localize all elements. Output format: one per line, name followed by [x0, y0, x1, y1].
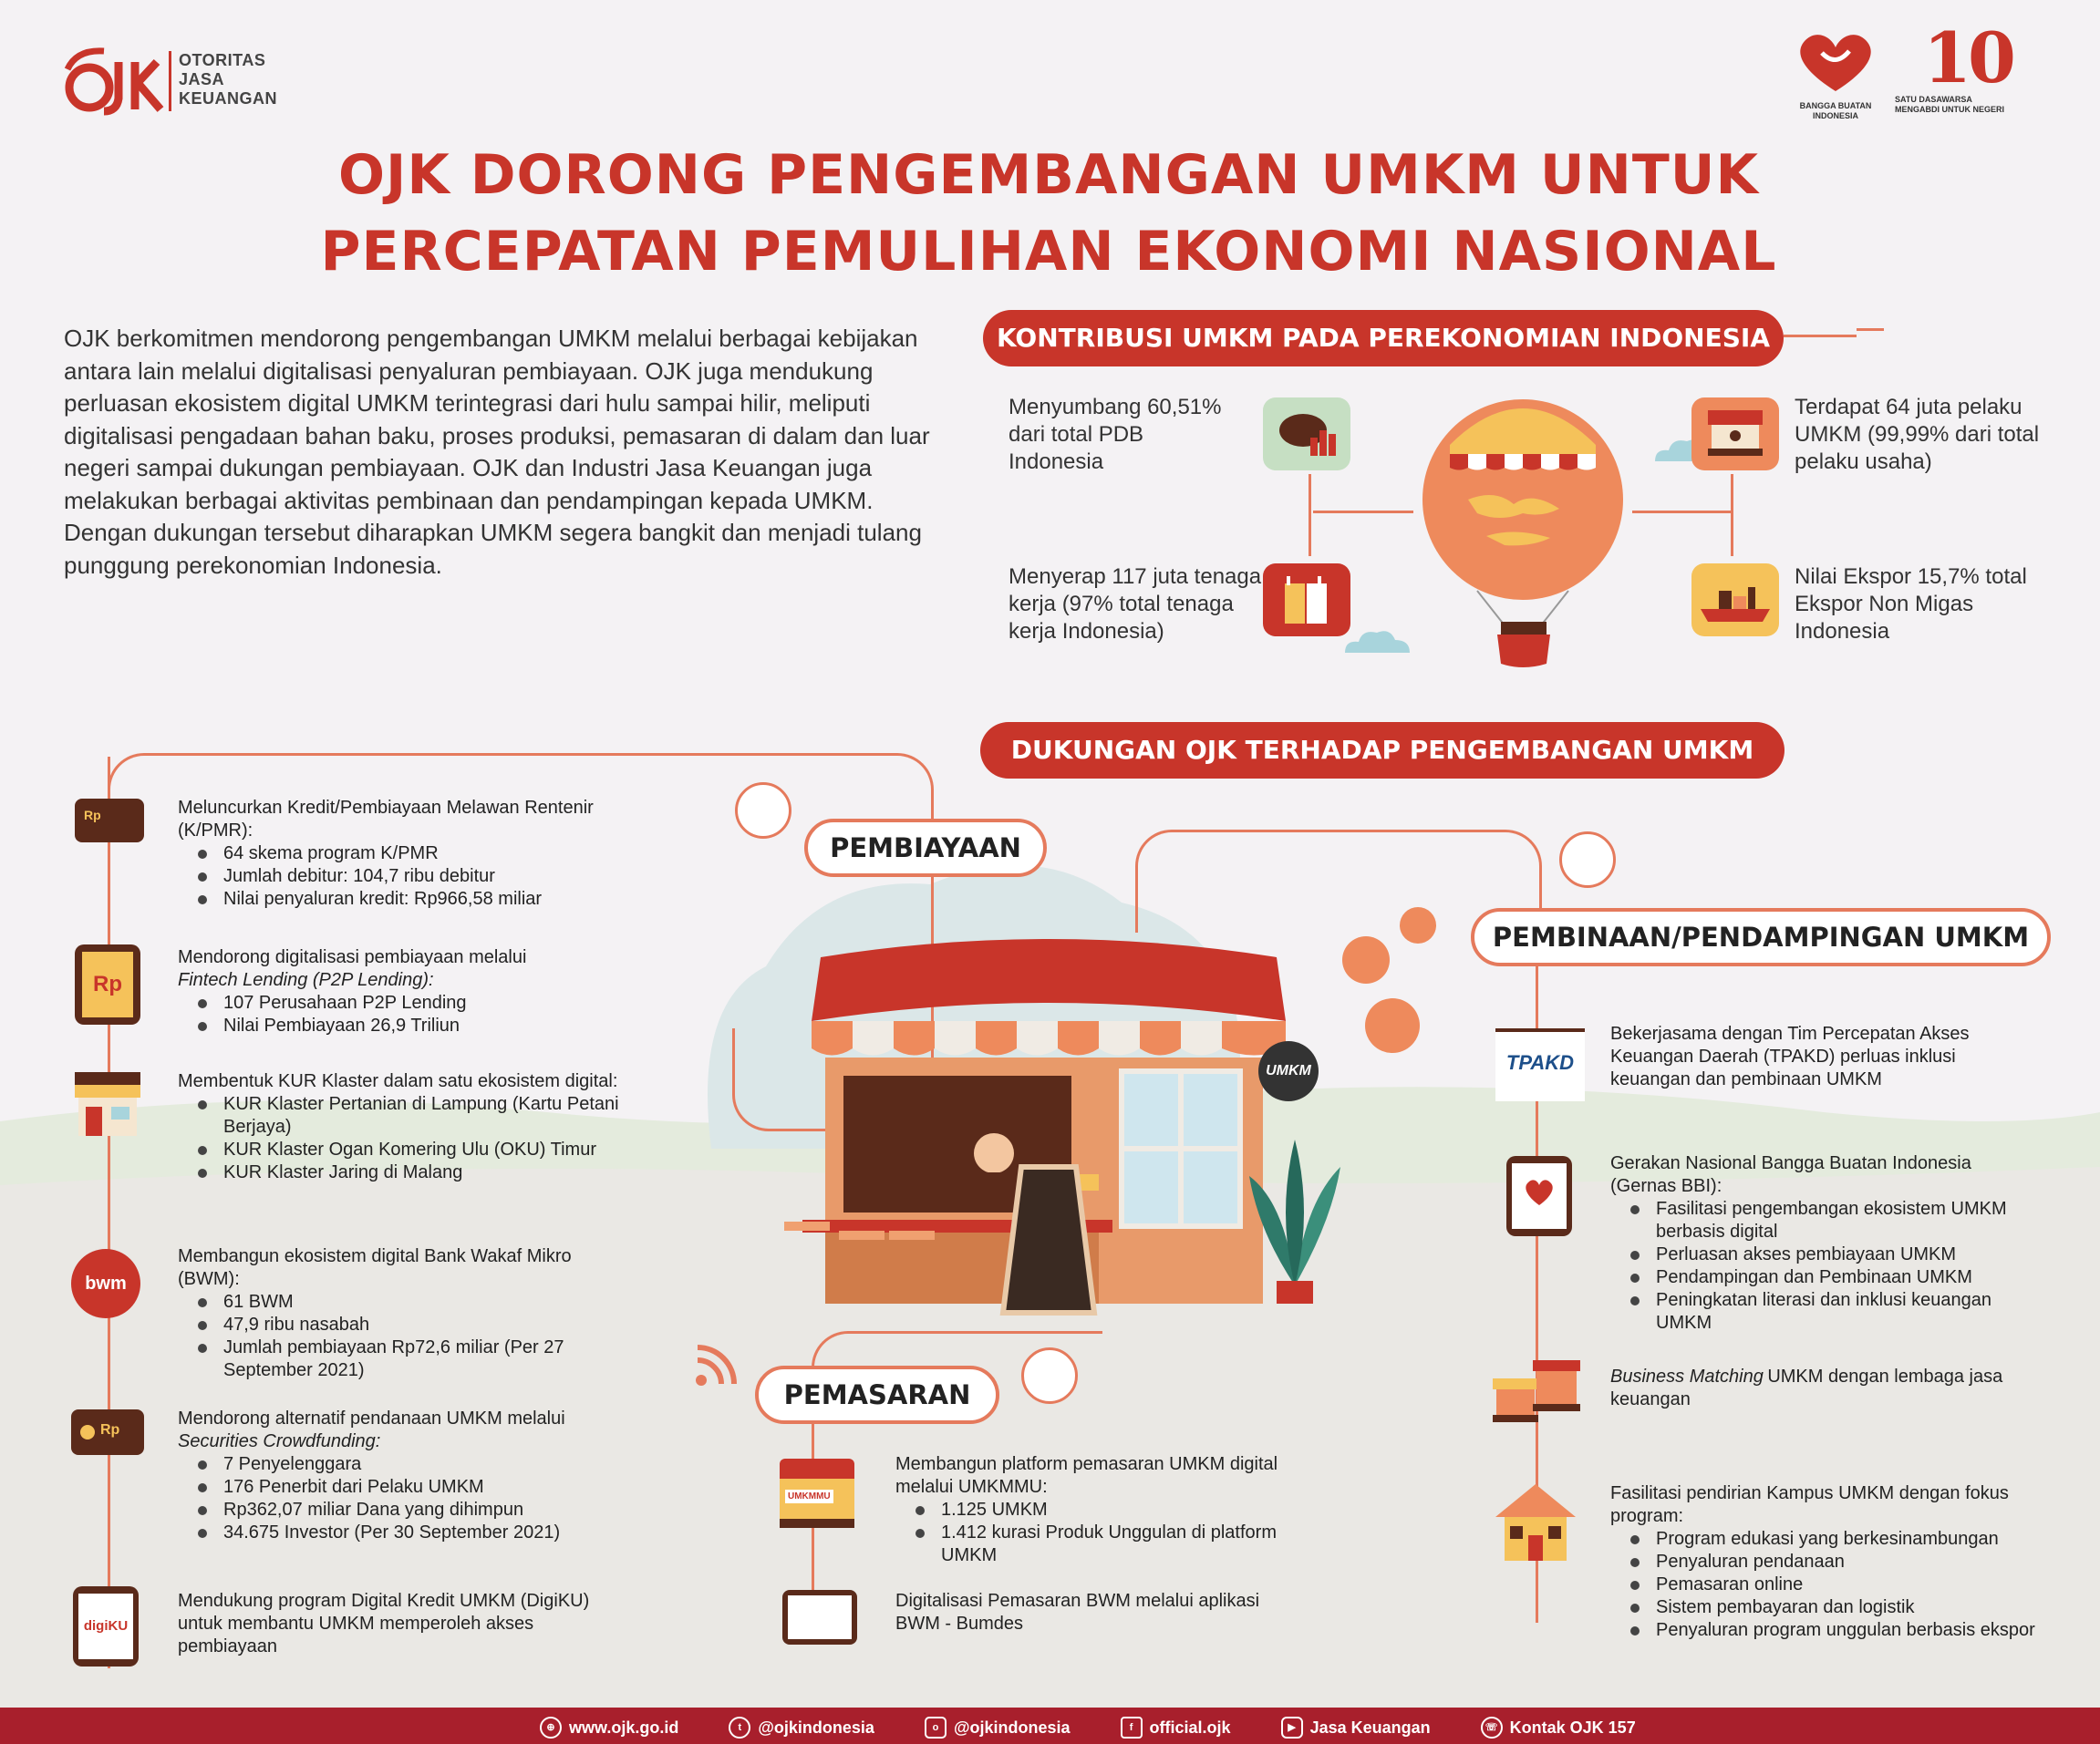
list-item: Penyaluran pendanaan	[1656, 1551, 2039, 1574]
bwm-bumdes-app-icon	[782, 1590, 857, 1645]
title-line-2: PERCEPATAN PEMULIHAN EKONOMI NASIONAL	[320, 220, 1777, 284]
gernas-bbi-tablet-icon	[1506, 1156, 1572, 1236]
kpmr-icon	[75, 799, 144, 842]
bbi-badge-text: BANGGA BUATAN INDONESIA	[1799, 101, 1872, 120]
pembiayaan-item-5	[178, 1408, 606, 1544]
umkm-sign: UMKM	[1258, 1041, 1319, 1101]
digiku-tablet-icon	[73, 1586, 139, 1667]
pembiayaan-item-2	[178, 946, 606, 1037]
pemasaran-item-1	[895, 1453, 1324, 1567]
like-icon	[1342, 936, 1390, 984]
pembiayaan-item-6	[178, 1590, 616, 1658]
pembinaan-item-2	[1610, 1152, 2039, 1335]
kontribusi-heading: KONTRIBUSI UMKM PADA PEREKONOMIAN INDONESIA	[983, 310, 1784, 366]
footer-twitter-text: @ojkindonesia	[758, 1718, 874, 1737]
business-matching-stalls-icon	[1491, 1357, 1582, 1429]
umkm-store-illustration	[784, 930, 1313, 1322]
item-title: Membangun ekosistem digital Bank Wakaf Mikro (BWM):	[178, 1246, 572, 1289]
pembinaan-label: PEMBINAAN/PENDAMPINGAN UMKM	[1471, 908, 2051, 966]
footer-youtube-text: Jasa Keuangan	[1309, 1718, 1431, 1737]
item-title: UMKM dengan lembaga jasa keuangan	[1610, 1367, 2003, 1409]
ship-icon	[1691, 563, 1779, 636]
pembinaan-item-1	[1610, 1023, 2039, 1091]
logo-text	[179, 51, 277, 108]
footer-youtube[interactable]	[1281, 1717, 1431, 1739]
list-item: KUR Klaster Ogan Komering Ulu (OKU) Timur	[223, 1139, 634, 1161]
location-icon	[1400, 907, 1436, 944]
dukungan-heading: DUKUNGAN OJK TERHADAP PENGEMBANGAN UMKM	[980, 722, 1784, 779]
youtube-icon: ▶	[1281, 1717, 1303, 1739]
list-item: 61 BWM	[223, 1291, 606, 1314]
bbi-badge	[1785, 26, 1886, 120]
digiku-label: digiKU	[78, 1594, 133, 1659]
umkmmu-label: UMKMMU	[785, 1490, 833, 1503]
wifi-icon	[688, 1338, 743, 1393]
list-item: 176 Penerbit dari Pelaku UMKM	[223, 1476, 606, 1499]
list-item: 7 Penyelenggara	[223, 1453, 606, 1476]
list-item: KUR Klaster Pertanian di Lampung (Kartu Petani Berjaya)	[223, 1093, 634, 1139]
connector-line	[1309, 474, 1311, 556]
footer-contact[interactable]	[1481, 1717, 1636, 1739]
user-icon	[1365, 998, 1420, 1053]
tpakd-logo-icon: TPAKD	[1495, 1028, 1585, 1101]
footer-twitter[interactable]	[729, 1717, 874, 1739]
list-item: Pendampingan dan Pembinaan UMKM	[1656, 1266, 2039, 1289]
stat-ekspor: Nilai Ekspor 15,7% total Ekspor Non Migas Indonesia	[1795, 564, 2027, 644]
umkmmu-icon	[780, 1459, 854, 1528]
rp-label: Rp	[84, 808, 101, 822]
intro-paragraph: OJK berkomitmen mendorong pengembangan UMKM melalui berbagai kebijakan antara lain melalui digitalisasi penyaluran pembiayaan. OJK juga mendukung perluasan ekosistem digital UMKM terintegrasi dari hulu sampai hilir, meliputi digitalisasi pengadaan bahan baku, proses produksi, pemasaran di dalam dan luar negeri sampai dukungan pembiayaan. OJK dan Industri Jasa Keuangan juga melakukan berbagai aktivitas pembinaan dan pendampingan kepada UMKM. Dengan dukungan tersebut diharapkan UMKM segera bangkit dan menjadi tulang punggung perekonomian Indonesia.	[64, 325, 930, 579]
list-item: 64 skema program K/PMR	[223, 842, 606, 865]
pembiayaan-item-1	[178, 797, 606, 911]
pembinaan-item-3	[1610, 1366, 2039, 1411]
list-item: Nilai Pembiayaan 26,9 Triliun	[223, 1015, 606, 1037]
list-item: Sistem pembayaran dan logistik	[1656, 1596, 2039, 1619]
item-title: Digitalisasi Pemasaran BWM melalui aplikasi BWM - Bumdes	[895, 1591, 1260, 1634]
heading-line-right	[1784, 335, 1857, 337]
kampus-umkm-building-icon	[1492, 1481, 1579, 1568]
item-title: Gerakan Nasional Bangga Buatan Indonesia (Gernas BBI):	[1610, 1153, 1971, 1196]
footer	[0, 1708, 2100, 1744]
crowdfunding-icon	[71, 1409, 144, 1455]
cloud-icon	[1340, 627, 1413, 655]
logo-divider	[169, 51, 171, 111]
page-title	[182, 137, 1915, 290]
list-item: Perluasan akses pembiayaan UMKM	[1656, 1244, 2039, 1266]
list-item: Nilai penyaluran kredit: Rp966,58 miliar	[223, 888, 606, 911]
anniversary-line-1: SATU DASAWARSA	[1895, 95, 1972, 104]
item-title: Mendukung program Digital Kredit UMKM (DigiKU) untuk membantu UMKM memperoleh akses pembiayaan	[178, 1591, 590, 1656]
list-item: Jumlah debitur: 104,7 ribu debitur	[223, 865, 606, 888]
heart-icon	[1523, 1178, 1556, 1207]
footer-facebook-text: official.ojk	[1149, 1718, 1231, 1737]
footer-website-text: www.ojk.go.id	[569, 1718, 679, 1737]
logo-line-1: OTORITAS	[179, 51, 266, 69]
pemasaran-label: PEMASARAN	[755, 1366, 999, 1424]
hot-air-balloon-illustration	[1413, 381, 1632, 673]
pembiayaan-item-3	[178, 1070, 634, 1184]
bwm-logo-icon: bwm	[71, 1249, 140, 1318]
list-item: 34.675 Investor (Per 30 September 2021)	[223, 1522, 606, 1544]
item-title: Membangun platform pemasaran UMKM digital melalui UMKMMU:	[895, 1454, 1278, 1497]
kur-klaster-shop-icon	[71, 1068, 144, 1140]
facebook-icon: f	[1121, 1717, 1143, 1739]
pembinaan-item-4	[1610, 1482, 2039, 1642]
list-item: 1.412 kurasi Produk Unggulan di platform UMKM	[941, 1522, 1324, 1567]
list-item: 107 Perusahaan P2P Lending	[223, 992, 606, 1015]
connector-line	[1313, 511, 1413, 513]
item-title: Meluncurkan Kredit/Pembiayaan Melawan Rentenir (K/PMR):	[178, 798, 594, 841]
plant-illustration	[1240, 1121, 1350, 1304]
workforce-icon	[1263, 563, 1350, 636]
list-item: KUR Klaster Jaring di Malang	[223, 1161, 634, 1184]
stat-pdb: Menyumbang 60,51% dari total PDB Indonesia	[1009, 395, 1222, 474]
footer-links	[540, 1716, 1681, 1739]
title-line-1: OJK DORONG PENGEMBANGAN UMKM UNTUK	[338, 143, 1759, 207]
list-item: Jumlah pembiayaan Rp72,6 miliar (Per 27 September 2021)	[223, 1336, 606, 1382]
logo-line-3: KEUANGAN	[179, 89, 278, 108]
footer-contact-text: Kontak OJK 157	[1509, 1718, 1636, 1737]
stat-pelaku-umkm: Terdapat 64 juta pelaku UMKM (99,99% dari total pelaku usaha)	[1795, 395, 2040, 474]
rp-label: Rp	[100, 1422, 120, 1438]
twitter-icon: t	[729, 1717, 750, 1739]
connector-line	[1632, 511, 1733, 513]
item-title: Mendorong digitalisasi pembiayaan melalui	[178, 947, 527, 967]
list-item: 47,9 ribu nasabah	[223, 1314, 606, 1336]
phone-icon: ☏	[1481, 1717, 1503, 1739]
item-title-italic: Business Matching	[1610, 1367, 1764, 1387]
megaphone-icon	[1021, 1347, 1078, 1404]
rp-label: Rp	[82, 952, 133, 1017]
heart-icon	[1785, 26, 1886, 97]
heading-line-right-2	[1857, 328, 1884, 331]
pemasaran-item-2	[895, 1590, 1278, 1636]
pdb-map-icon	[1263, 397, 1350, 470]
item-title-italic: Securities Crowdfunding:	[178, 1431, 381, 1451]
instagram-icon: o	[925, 1717, 947, 1739]
footer-instagram[interactable]	[925, 1717, 1071, 1739]
anniversary-badge	[1895, 17, 2041, 122]
list-item: Rp362,07 miliar Dana yang dihimpun	[223, 1499, 606, 1522]
fintech-tablet-icon	[75, 944, 140, 1025]
stall-icon	[1691, 397, 1779, 470]
item-title-italic: Fintech Lending (P2P Lending):	[178, 970, 434, 990]
connector-pembiayaan-vertical	[108, 757, 110, 1668]
item-title: Fasilitasi pendirian Kampus UMKM dengan fokus program:	[1610, 1483, 2009, 1526]
list-item: Fasilitasi pengembangan ekosistem UMKM berbasis digital	[1656, 1198, 2039, 1244]
list-item: Penyaluran program unggulan berbasis ekspor	[1656, 1619, 2039, 1642]
list-item: 1.125 UMKM	[941, 1499, 1324, 1522]
ojk-logo	[58, 42, 168, 119]
list-item: Program edukasi yang berkesinambungan	[1656, 1528, 2039, 1551]
list-item: Peningkatan literasi dan inklusi keuangan UMKM	[1656, 1289, 2039, 1335]
stat-tenaga-kerja: Menyerap 117 juta tenaga kerja (97% total tenaga kerja Indonesia)	[1009, 564, 1262, 644]
footer-instagram-text: @ojkindonesia	[953, 1718, 1071, 1737]
anniversary-line-2: MENGABDI UNTUK NEGERI	[1895, 105, 2005, 114]
logo-line-2: JASA	[179, 70, 225, 88]
money-icon	[735, 782, 791, 839]
item-title: Membentuk KUR Klaster dalam satu ekosistem digital:	[178, 1071, 618, 1091]
item-title: Bekerjasama dengan Tim Percepatan Akses Keuangan Daerah (TPAKD) perluas inklusi keuangan dan pembinaan UMKM	[1610, 1024, 1970, 1089]
footer-facebook[interactable]	[1121, 1717, 1231, 1739]
footer-website[interactable]	[540, 1717, 678, 1739]
lightbulb-icon	[1559, 831, 1616, 888]
connector-line	[1731, 474, 1733, 556]
list-item: Pemasaran online	[1656, 1574, 2039, 1596]
item-title: Mendorong alternatif pendanaan UMKM melalui	[178, 1409, 565, 1429]
pembiayaan-label: PEMBIAYAAN	[804, 819, 1047, 877]
globe-icon: ⊕	[540, 1717, 562, 1739]
anniversary-number: 10	[1923, 17, 2012, 98]
pembiayaan-item-4	[178, 1245, 606, 1382]
